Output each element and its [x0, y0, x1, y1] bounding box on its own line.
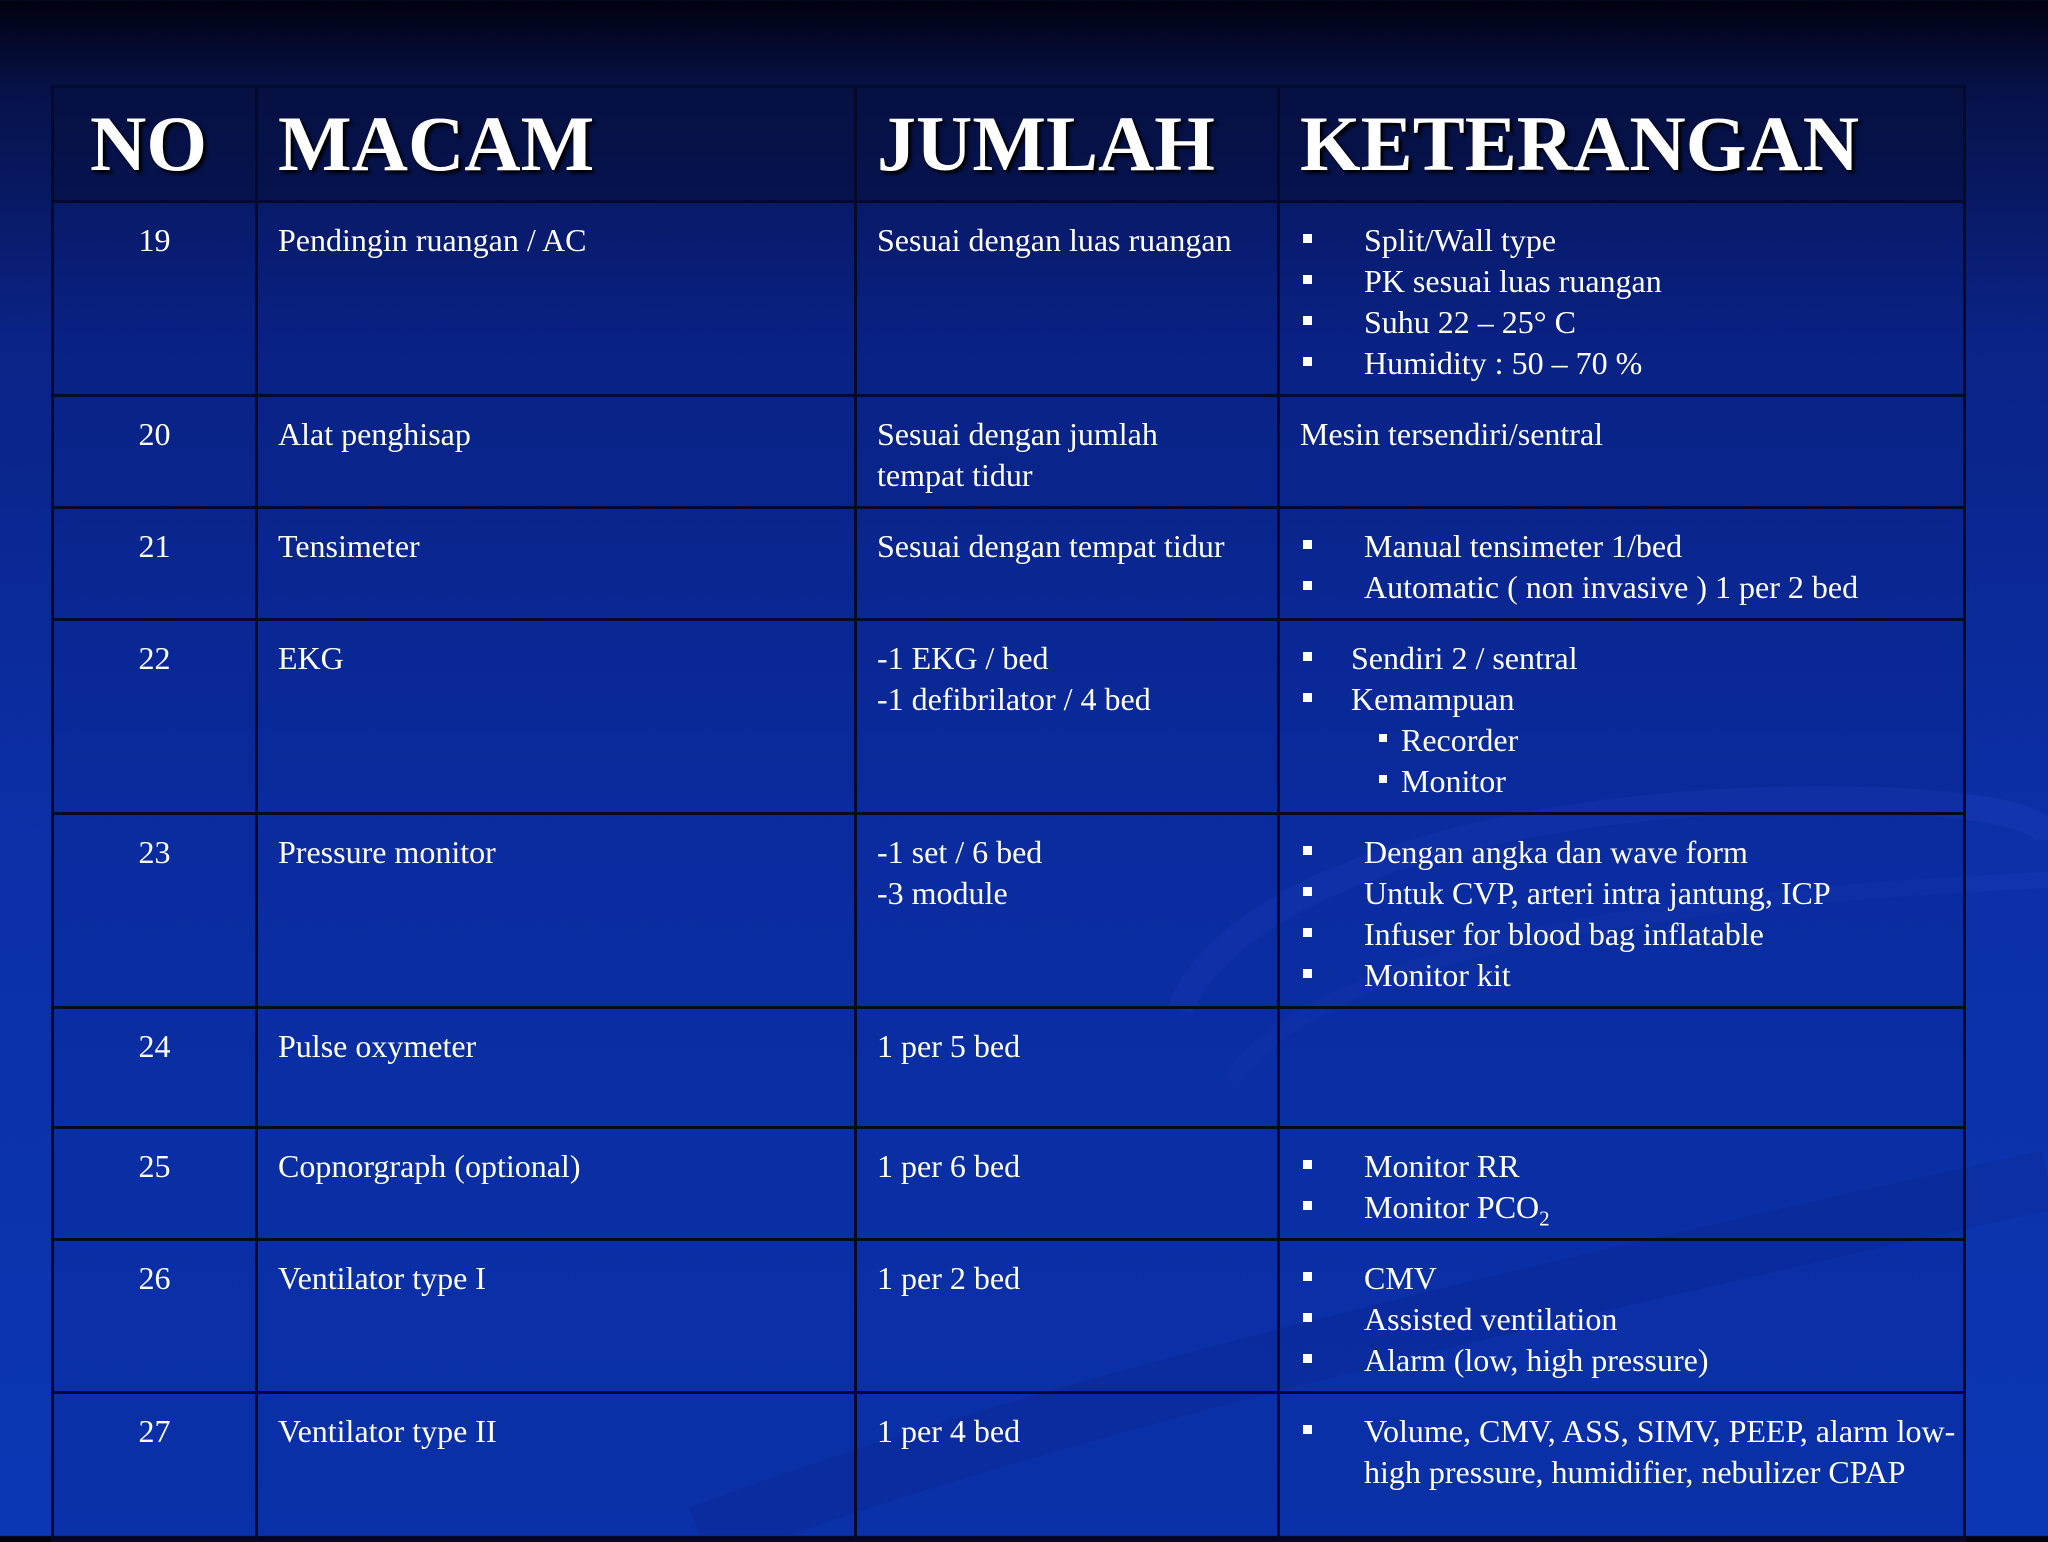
cell-keterangan [1279, 396, 1965, 508]
bullet-item: CMV [1300, 1258, 1963, 1299]
cell-keterangan [1279, 508, 1965, 620]
jumlah-line: Sesuai dengan jumlah [877, 416, 1158, 452]
equipment-table [51, 85, 1966, 1542]
bullet-item: Split/Wall type [1300, 220, 1963, 261]
bullet-item: Sendiri 2 / sentral [1300, 638, 1963, 679]
jumlah-line: tempat tidur [877, 457, 1033, 493]
cell-keterangan [1279, 1240, 1965, 1393]
bullet-item: Humidity : 50 – 70 % [1300, 343, 1963, 384]
cell-keterangan [1279, 1128, 1965, 1240]
column-header-no: NO [53, 87, 257, 202]
jumlah-line: 1 per 2 bed [877, 1260, 1021, 1296]
cell-keterangan [1279, 202, 1965, 396]
bullet-item: Alarm (low, high pressure) [1300, 1340, 1963, 1381]
table-row [53, 1240, 1965, 1393]
jumlah-line: Sesuai dengan tempat tidur [877, 528, 1225, 564]
sub-bullet-item: Monitor [1300, 761, 1963, 802]
cell-no: 27 [53, 1393, 257, 1541]
cell-macam: Ventilator type II [257, 1393, 856, 1541]
table-row [53, 1128, 1965, 1240]
column-header-keterangan: KETERANGAN [1279, 87, 1965, 202]
bullet-item: Monitor RR [1300, 1146, 1963, 1187]
jumlah-line: -3 module [877, 875, 1008, 911]
cell-jumlah [856, 1128, 1279, 1240]
cell-macam: Pressure monitor [257, 814, 856, 1008]
table-row [53, 814, 1965, 1008]
cell-jumlah [856, 620, 1279, 814]
bullet-text: Monitor PCO [1364, 1189, 1540, 1225]
cell-no: 25 [53, 1128, 257, 1240]
table-row [53, 396, 1965, 508]
bullet-item: Monitor kit [1300, 955, 1963, 996]
table-row [53, 508, 1965, 620]
sub-bullet-item: Recorder [1300, 720, 1963, 761]
cell-jumlah [856, 508, 1279, 620]
jumlah-line: Sesuai dengan luas ruangan [877, 222, 1232, 258]
bullet-item [1300, 1187, 1963, 1231]
cell-macam: EKG [257, 620, 856, 814]
cell-no: 21 [53, 508, 257, 620]
cell-keterangan [1279, 1008, 1965, 1128]
jumlah-line: -1 defibrilator / 4 bed [877, 681, 1151, 717]
subscript-text: 2 [1539, 1206, 1550, 1231]
table-header-row [53, 87, 1965, 202]
bullet-item: Untuk CVP, arteri intra jantung, ICP [1300, 873, 1963, 914]
cell-macam: Pendingin ruangan / AC [257, 202, 856, 396]
keterangan-text: Mesin tersendiri/sentral [1300, 416, 1604, 452]
cell-jumlah [856, 1240, 1279, 1393]
cell-jumlah [856, 1393, 1279, 1541]
bullet-item: Assisted ventilation [1300, 1299, 1963, 1340]
cell-no: 26 [53, 1240, 257, 1393]
cell-keterangan [1279, 1393, 1965, 1541]
table-row [53, 202, 1965, 396]
table-row [53, 620, 1965, 814]
cell-keterangan [1279, 814, 1965, 1008]
cell-macam: Ventilator type I [257, 1240, 856, 1393]
cell-macam: Copnorgraph (optional) [257, 1128, 856, 1240]
cell-no: 24 [53, 1008, 257, 1128]
column-header-macam: MACAM [257, 87, 856, 202]
cell-no: 20 [53, 396, 257, 508]
bullet-item: Kemampuan [1300, 679, 1963, 720]
cell-macam: Alat penghisap [257, 396, 856, 508]
jumlah-line: 1 per 6 bed [877, 1148, 1021, 1184]
cell-jumlah [856, 202, 1279, 396]
bullet-item: Volume, CMV, ASS, SIMV, PEEP, alarm low-high pressure, humidifier, nebulizer CPAP [1300, 1411, 1963, 1493]
cell-no: 19 [53, 202, 257, 396]
bullet-item: Automatic ( non invasive ) 1 per 2 bed [1300, 567, 1963, 608]
bullet-item: Infuser for blood bag inflatable [1300, 914, 1963, 955]
bullet-item: Suhu 22 – 25° C [1300, 302, 1963, 343]
cell-jumlah [856, 814, 1279, 1008]
column-header-jumlah: JUMLAH [856, 87, 1279, 202]
cell-no: 23 [53, 814, 257, 1008]
cell-keterangan [1279, 620, 1965, 814]
cell-macam: Tensimeter [257, 508, 856, 620]
jumlah-line: -1 EKG / bed [877, 640, 1049, 676]
jumlah-line: 1 per 4 bed [877, 1413, 1021, 1449]
bullet-item: PK sesuai luas ruangan [1300, 261, 1963, 302]
jumlah-line: -1 set / 6 bed [877, 834, 1043, 870]
table-row [53, 1393, 1965, 1541]
bullet-item: Dengan angka dan wave form [1300, 832, 1963, 873]
bullet-item: Manual tensimeter 1/bed [1300, 526, 1963, 567]
jumlah-line: 1 per 5 bed [877, 1028, 1021, 1064]
cell-jumlah [856, 396, 1279, 508]
cell-macam: Pulse oxymeter [257, 1008, 856, 1128]
table-row [53, 1008, 1965, 1128]
cell-jumlah [856, 1008, 1279, 1128]
cell-no: 22 [53, 620, 257, 814]
